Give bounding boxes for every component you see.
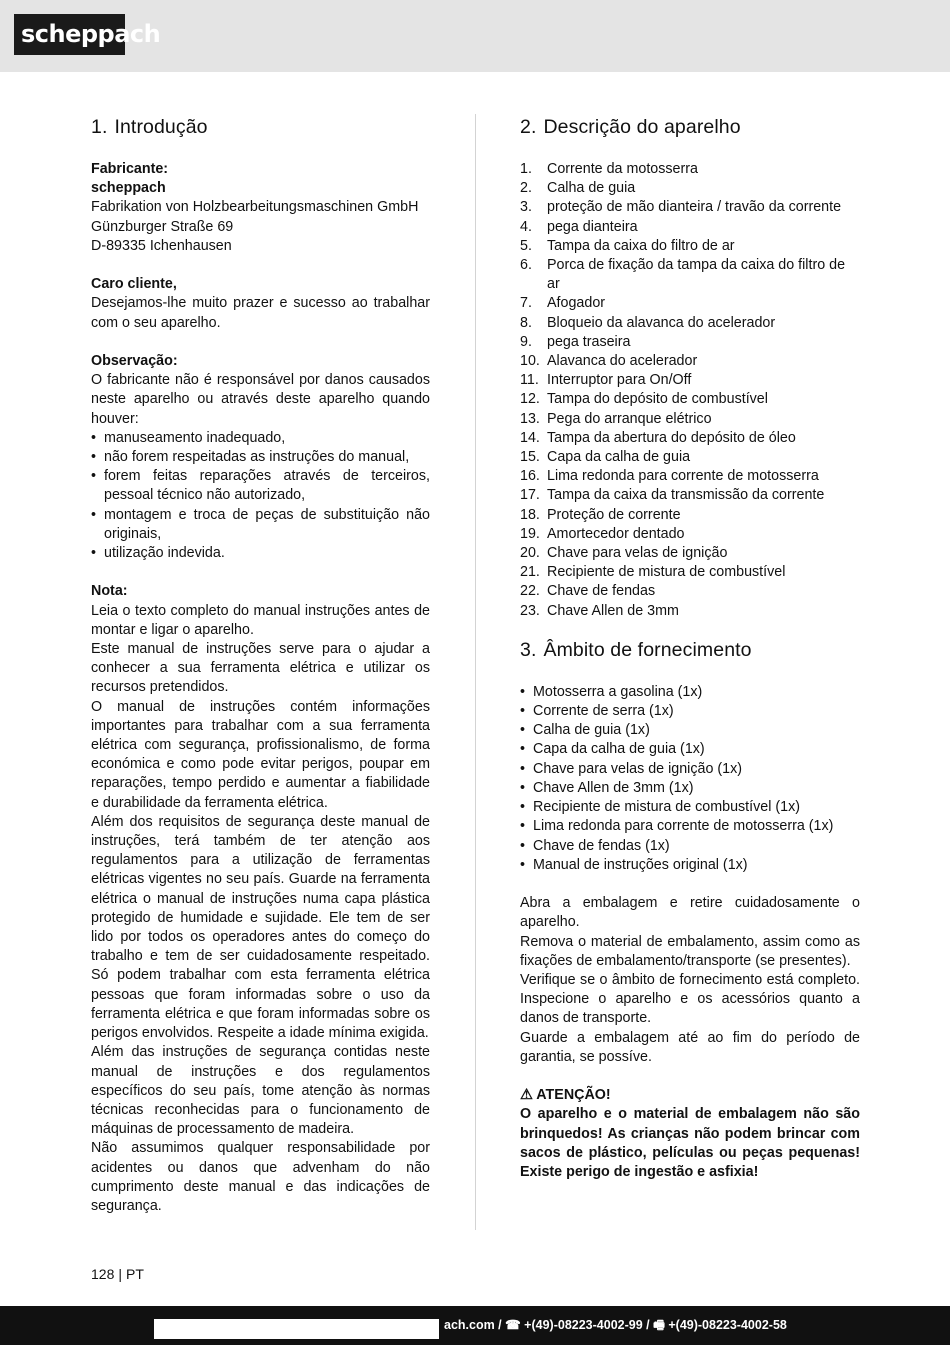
part-label: Calha de guia	[547, 180, 636, 197]
parts-list-item	[520, 198, 860, 217]
delivery-list-item: • Calha de guia (1x)	[520, 721, 860, 740]
part-number: 19.	[520, 525, 540, 542]
delivery-list-item: • Capa da calha de guia (1x)	[520, 740, 860, 759]
nota-paragraph: Além das instruções de segurança contidas neste manual de instruções e dos regulamentos específicos do seu país, tome atenção às normas técnicas reconhecidas para o funcionamento de máquinas de processamento de madeira.	[91, 1044, 430, 1138]
part-label: Bloqueio da alavanca do acelerador	[547, 314, 776, 331]
part-number: 23.	[520, 602, 540, 619]
nota-paragraph: Além dos requisitos de segurança deste manual de instruções, terá também de ter atenção aos regulamentos para a utilização de ferramentas elétricas vigentes no seu país. Guarde na ferramenta elétrica o manual de instruções numa capa plástica protegido de humidade e sujidade. Ele tem de ser lido por todos os operadores antes do começo do trabalho e tem de ser cuidadosamente respeitado. Só podem trabalhar com esta ferramenta elétrica pessoas que foram informadas sobre o uso da ferramenta elétrica e que foram informadas sobre os perigos envolvidos. Respeite a idade mínima exigida.	[91, 813, 430, 1042]
parts-list-item	[520, 486, 860, 505]
section-number: 3.	[520, 638, 537, 661]
manufacturer-city: D-89335 Ichenhausen	[91, 237, 232, 254]
warning-heading	[520, 1086, 860, 1105]
part-label: Capa da calha de guia	[547, 449, 691, 466]
part-number: 8.	[520, 314, 532, 331]
parts-list-item	[520, 352, 860, 371]
parts-list-item	[520, 371, 860, 390]
warning-text: O aparelho e o material de embalagem não são brinquedos! As crianças não podem brincar com sacos de plástico, películas ou peças pequenas! Existe perigo de ingestão e asfixia!	[520, 1106, 860, 1180]
delivery-list-item: • Recipiente de mistura de combustível (1x)	[520, 798, 860, 817]
section-number: 2.	[520, 116, 537, 138]
manufacturer-name: scheppach	[91, 180, 166, 197]
part-label: Corrente da motosserra	[547, 161, 698, 177]
parts-list-item	[520, 218, 860, 237]
parts-list-item	[520, 506, 860, 525]
part-label: Chave para velas de ignição	[547, 545, 728, 562]
part-label: Proteção de corrente	[547, 506, 681, 523]
nota-paragraph: Este manual de instruções serve para o ajudar a conhecer a sua ferramenta elétrica e utilizar os recursos pretendidos.	[91, 641, 430, 696]
section-title-text: Âmbito de fornecimento	[543, 638, 752, 661]
parts-list-item	[520, 314, 860, 333]
part-label: Pega do arranque elétrico	[547, 410, 712, 427]
delivery-list-item: • Chave Allen de 3mm (1x)	[520, 779, 860, 798]
contact-info: ach.com / ☎ +(49)-08223-4002-99 / 🖷 +(49)-08223-4002-58	[444, 1318, 787, 1332]
part-number: 5.	[520, 237, 532, 254]
parts-list-item	[520, 390, 860, 409]
page-number: 128	[91, 1266, 115, 1282]
delivery-list-item: • Lima redonda para corrente de motosserra (1x)	[520, 817, 860, 836]
note-list-item: • montagem e troca de peças de substituição não originais,	[91, 506, 430, 544]
page-footer	[91, 1264, 144, 1284]
part-number: 18.	[520, 506, 540, 523]
note-list-item: • forem feitas reparações através de terceiros, pessoal técnico não autorizado,	[91, 467, 430, 505]
delivery-list-item: • Motosserra a gasolina (1x)	[520, 683, 860, 702]
parts-list-item	[520, 467, 860, 486]
part-number: 9.	[520, 333, 532, 350]
logo-text: scheppach	[21, 20, 161, 48]
part-label: Amortecedor dentado	[547, 525, 685, 542]
section-title-delivery	[520, 637, 860, 663]
contact-bar	[0, 1306, 950, 1345]
part-label: Chave Allen de 3mm	[547, 602, 679, 619]
scheppach-logo	[14, 14, 161, 55]
part-label: Tampa da caixa do filtro de ar	[547, 237, 735, 254]
customer-text: Desejamos-lhe muito prazer e sucesso ao trabalhar com o seu aparelho.	[91, 295, 430, 331]
part-label: Chave de fendas	[547, 583, 656, 600]
warning-triangle-icon: ⚠	[520, 1087, 533, 1104]
part-number: 20.	[520, 545, 540, 562]
part-number: 10.	[520, 353, 540, 370]
parts-list-item	[520, 333, 860, 352]
section-title-description	[520, 114, 860, 140]
section-title-text: Introdução	[114, 116, 208, 138]
delivery-paragraph: Remova o material de embalamento, assim como as fixações de embalamento/transporte (se presentes).	[520, 933, 860, 969]
parts-list-item	[520, 237, 860, 256]
part-number: 14.	[520, 429, 540, 446]
part-number: 1.	[520, 161, 532, 177]
warning-label: ATENÇÃO!	[536, 1087, 611, 1104]
section-title-text: Descrição do aparelho	[543, 116, 741, 138]
left-column	[91, 114, 430, 1216]
section-title-introduction	[91, 114, 430, 140]
part-label: Lima redonda para corrente de motosserra	[547, 468, 819, 485]
parts-list-item	[520, 582, 860, 601]
language-code: PT	[126, 1266, 144, 1282]
note-text: O fabricante não é responsável por danos causados neste aparelho ou através deste aparelho quando houver:	[91, 372, 430, 427]
note-list-item: • manuseamento inadequado,	[91, 429, 430, 448]
part-label: Recipiente de mistura de combustível	[547, 564, 786, 581]
part-number: 2.	[520, 180, 532, 197]
footer-separator: |	[118, 1266, 122, 1282]
part-number: 6.	[520, 257, 532, 274]
right-column	[520, 114, 860, 1182]
delivery-list-item: • Chave de fendas (1x)	[520, 837, 860, 856]
parts-list-item	[520, 179, 860, 198]
part-number: 15.	[520, 449, 540, 466]
part-label: proteção de mão dianteira / travão da corrente	[547, 199, 842, 216]
parts-list	[520, 160, 860, 621]
parts-list-item	[520, 563, 860, 582]
delivery-paragraph: Verifique se o âmbito de fornecimento está completo. Inspecione o aparelho e os acessórios quanto a danos de transporte.	[520, 971, 860, 1027]
part-number: 22.	[520, 583, 540, 600]
note-list	[91, 429, 430, 563]
column-divider	[475, 114, 476, 1230]
header-bar	[0, 0, 950, 72]
manufacturer-street: Günzburger Straße 69	[91, 218, 234, 235]
contact-redaction-box	[154, 1319, 439, 1339]
parts-list-item	[520, 602, 860, 621]
parts-list-item	[520, 544, 860, 563]
part-label: Afogador	[547, 295, 606, 312]
part-number: 13.	[520, 410, 540, 427]
part-label: Interruptor para On/Off	[547, 372, 692, 389]
delivery-list-item: • Corrente de serra (1x)	[520, 702, 860, 721]
parts-list-item	[520, 448, 860, 467]
part-number: 17.	[520, 487, 540, 504]
part-number: 21.	[520, 564, 540, 581]
section-number: 1.	[91, 116, 108, 138]
parts-list-item	[520, 410, 860, 429]
parts-list-item	[520, 256, 860, 294]
parts-list-item	[520, 160, 860, 179]
customer-label: Caro cliente,	[91, 276, 177, 293]
note-label: Observação:	[91, 353, 178, 369]
part-number: 12.	[520, 391, 540, 408]
delivery-paragraph: Guarde a embalagem até ao fim do período de garantia, se possíve.	[520, 1029, 860, 1065]
parts-list-item	[520, 294, 860, 313]
note-list-item: • não forem respeitadas as instruções do manual,	[91, 448, 430, 467]
part-label: Porca de fixação da tampa da caixa do filtro de ar	[547, 257, 846, 293]
delivery-paragraph: Abra a embalagem e retire cuidadosamente o aparelho.	[520, 895, 860, 931]
part-label: Tampa da abertura do depósito de óleo	[547, 429, 796, 446]
part-number: 3.	[520, 199, 532, 216]
nota-paragraph: Não assumimos qualquer responsabilidade por acidentes ou danos que advenham do não cumprimento deste manual e das indicações de segurança.	[91, 1140, 430, 1214]
parts-list-item	[520, 525, 860, 544]
part-label: pega traseira	[547, 333, 631, 350]
note-list-item: • utilização indevida.	[91, 544, 430, 563]
nota-paragraph: O manual de instruções contém informações importantes para trabalhar com a sua ferramenta elétrica com segurança, profissionalismo, de forma económica e como pode evitar perigos, poupar em reparações, tempo perdido e aumentar a fiabilidade e durabilidade da ferramenta elétrica.	[91, 698, 430, 811]
delivery-list-item: • Chave para velas de ignição (1x)	[520, 760, 860, 779]
part-label: Alavanca do acelerador	[547, 353, 698, 370]
parts-list-item	[520, 429, 860, 448]
part-number: 11.	[520, 372, 539, 389]
part-label: pega dianteira	[547, 218, 638, 235]
nota-label: Nota:	[91, 583, 128, 600]
part-number: 4.	[520, 218, 532, 235]
nota-paragraph: Leia o texto completo do manual instruções antes de montar e ligar o aparelho.	[91, 602, 430, 638]
manufacturer-company: Fabrikation von Holzbearbeitungsmaschinen GmbH	[91, 199, 419, 216]
delivery-list	[520, 683, 860, 875]
delivery-list-item: • Manual de instruções original (1x)	[520, 856, 860, 875]
part-label: Tampa da caixa da transmissão da corrente	[547, 487, 825, 504]
part-number: 7.	[520, 295, 532, 312]
part-label: Tampa do depósito de combustível	[547, 391, 768, 408]
manufacturer-label: Fabricante:	[91, 161, 169, 177]
part-number: 16.	[520, 468, 540, 485]
